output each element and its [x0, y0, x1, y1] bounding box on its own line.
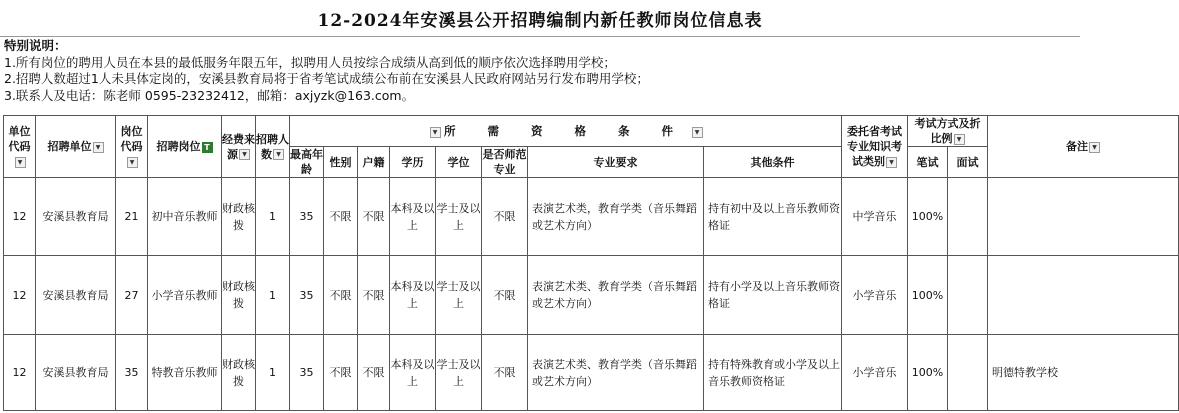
- cell-gender[interactable]: 不限: [324, 178, 358, 256]
- cell-gender[interactable]: 不限: [324, 335, 358, 411]
- filter-applied-icon[interactable]: T: [202, 142, 213, 153]
- cell-education[interactable]: 本科及以上: [390, 178, 436, 256]
- cell-unit-code[interactable]: 12: [4, 256, 36, 335]
- cell-unit[interactable]: 安溪县教育局: [36, 335, 116, 411]
- col-header-degree[interactable]: 学位: [436, 147, 482, 178]
- dropdown-arrow-icon[interactable]: ▼: [273, 149, 284, 160]
- col-header-exam-category[interactable]: 委托省考试专业知识考试类别 ▼: [842, 116, 908, 178]
- cell-normal-major[interactable]: 不限: [482, 335, 528, 411]
- cell-hukou[interactable]: 不限: [358, 335, 390, 411]
- cell-funding[interactable]: 财政核拨: [222, 178, 256, 256]
- col-header-unit-code[interactable]: 单位代码▼: [4, 116, 36, 178]
- cell-major[interactable]: 表演艺术类、教育学类（音乐舞蹈或艺术方向）: [528, 335, 704, 411]
- col-header-unit[interactable]: 招聘单位 ▼: [36, 116, 116, 178]
- col-header-exam-method[interactable]: 考试方式及折 比例 ▼: [908, 116, 988, 147]
- cell-max-age[interactable]: 35: [290, 178, 324, 256]
- col-header-hukou[interactable]: 户籍: [358, 147, 390, 178]
- cell-interview[interactable]: [948, 335, 988, 411]
- cell-education[interactable]: 本科及以上: [390, 256, 436, 335]
- cell-count[interactable]: 1: [256, 256, 290, 335]
- cell-post[interactable]: 小学音乐教师: [148, 256, 222, 335]
- dropdown-arrow-icon[interactable]: ▼: [239, 149, 250, 160]
- cell-interview[interactable]: [948, 178, 988, 256]
- cell-exam-category[interactable]: 小学音乐: [842, 256, 908, 335]
- dropdown-arrow-icon[interactable]: ▼: [93, 142, 104, 153]
- cell-unit[interactable]: 安溪县教育局: [36, 178, 116, 256]
- dropdown-arrow-icon[interactable]: ▼: [692, 127, 703, 138]
- qualifications-group-header: ▼ 所 需 资 格 条 件 ▼: [290, 116, 842, 147]
- positions-table: [3, 115, 1179, 411]
- col-header-count[interactable]: 招聘人数 ▼: [256, 116, 290, 178]
- note-line-1: 1.所有岗位的聘用人员在本县的最低服务年限五年，拟聘用人员按综合成绩从高到低的顺序依次选择聘用学校；: [4, 54, 616, 70]
- cell-post-code[interactable]: 35: [116, 335, 148, 411]
- col-header-normal-major[interactable]: 是否师范专业: [482, 148, 527, 176]
- cell-other[interactable]: 持有特殊教育或小学及以上音乐教师资格证: [704, 335, 842, 411]
- cell-normal-major[interactable]: 不限: [482, 178, 528, 256]
- cell-remarks[interactable]: 明德特教学校: [988, 335, 1179, 411]
- col-header-gender[interactable]: 性别: [324, 147, 358, 178]
- cell-unit[interactable]: 安溪县教育局: [36, 256, 116, 335]
- cell-degree[interactable]: 学士及以上: [436, 335, 482, 411]
- header-row-1: [4, 116, 1179, 147]
- cell-major[interactable]: 表演艺术类、教育学类（音乐舞蹈或艺术方向）: [528, 256, 704, 335]
- cell-hukou[interactable]: 不限: [358, 256, 390, 335]
- col-header-post-code[interactable]: 岗位代码▼: [116, 116, 148, 178]
- note-line-3: 3.联系人及电话：陈老师 0595-23232412，邮箱：axjyzk@163.com。: [4, 87, 415, 103]
- dropdown-arrow-icon[interactable]: ▼: [954, 134, 965, 145]
- cell-interview[interactable]: [948, 256, 988, 335]
- table-row: [4, 178, 1179, 256]
- cell-other[interactable]: 持有初中及以上音乐教师资格证: [704, 178, 842, 256]
- dropdown-arrow-icon[interactable]: ▼: [15, 157, 26, 168]
- col-header-major[interactable]: 专业要求: [528, 147, 704, 178]
- cell-degree[interactable]: 学士及以上: [436, 256, 482, 335]
- cell-unit-code[interactable]: 12: [4, 178, 36, 256]
- cell-gender[interactable]: 不限: [324, 256, 358, 335]
- cell-hukou[interactable]: 不限: [358, 178, 390, 256]
- special-notes: [4, 38, 1074, 104]
- col-header-education[interactable]: 学历: [390, 147, 436, 178]
- col-header-max-age[interactable]: 最高年龄: [290, 148, 323, 176]
- sheet-title: 12-2024年安溪县公开招聘编制内新任教师岗位信息表: [0, 0, 1080, 37]
- cell-post[interactable]: 初中音乐教师: [148, 178, 222, 256]
- dropdown-arrow-icon[interactable]: ▼: [886, 157, 897, 168]
- col-header-post[interactable]: 招聘岗位 T: [148, 116, 222, 178]
- cell-count[interactable]: 1: [256, 335, 290, 411]
- note-line-2: 2.招聘人数超过1人未具体定岗的，安溪县教育局将于省考笔试成绩公布前在安溪县人民政府网站另行发布聘用学校；: [4, 71, 649, 86]
- cell-max-age[interactable]: 35: [290, 335, 324, 411]
- cell-post[interactable]: 特教音乐教师: [148, 335, 222, 411]
- dropdown-arrow-icon[interactable]: ▼: [1089, 142, 1100, 153]
- cell-normal-major[interactable]: 不限: [482, 256, 528, 335]
- cell-funding[interactable]: 财政核拨: [222, 256, 256, 335]
- cell-written[interactable]: 100%: [908, 335, 948, 411]
- cell-funding[interactable]: 财政核拨: [222, 335, 256, 411]
- cell-major[interactable]: 表演艺术类，教育学类（音乐舞蹈或艺术方向）: [528, 178, 704, 256]
- cell-post-code[interactable]: 21: [116, 178, 148, 256]
- cell-remarks[interactable]: [988, 256, 1179, 335]
- cell-post-code[interactable]: 27: [116, 256, 148, 335]
- col-header-written[interactable]: 笔试: [908, 147, 948, 178]
- col-header-remarks[interactable]: 备注 ▼: [988, 116, 1179, 178]
- table-row: [4, 256, 1179, 335]
- cell-other[interactable]: 持有小学及以上音乐教师资格证: [704, 256, 842, 335]
- cell-education[interactable]: 本科及以上: [390, 335, 436, 411]
- cell-written[interactable]: 100%: [908, 256, 948, 335]
- cell-count[interactable]: 1: [256, 178, 290, 256]
- cell-exam-category[interactable]: 小学音乐: [842, 335, 908, 411]
- col-header-funding[interactable]: 经费来源 ▼: [222, 116, 256, 178]
- col-header-interview[interactable]: 面试: [948, 147, 988, 178]
- dropdown-arrow-icon[interactable]: ▼: [127, 157, 138, 168]
- col-header-other[interactable]: 其他条件: [704, 147, 842, 178]
- dropdown-arrow-icon[interactable]: ▼: [430, 127, 441, 138]
- cell-remarks[interactable]: [988, 178, 1179, 256]
- cell-written[interactable]: 100%: [908, 178, 948, 256]
- cell-unit-code[interactable]: 12: [4, 335, 36, 411]
- cell-exam-category[interactable]: 中学音乐: [842, 178, 908, 256]
- table-row: [4, 335, 1179, 411]
- notes-heading: 特别说明：: [4, 38, 67, 53]
- cell-max-age[interactable]: 35: [290, 256, 324, 335]
- cell-degree[interactable]: 学士及以上: [436, 178, 482, 256]
